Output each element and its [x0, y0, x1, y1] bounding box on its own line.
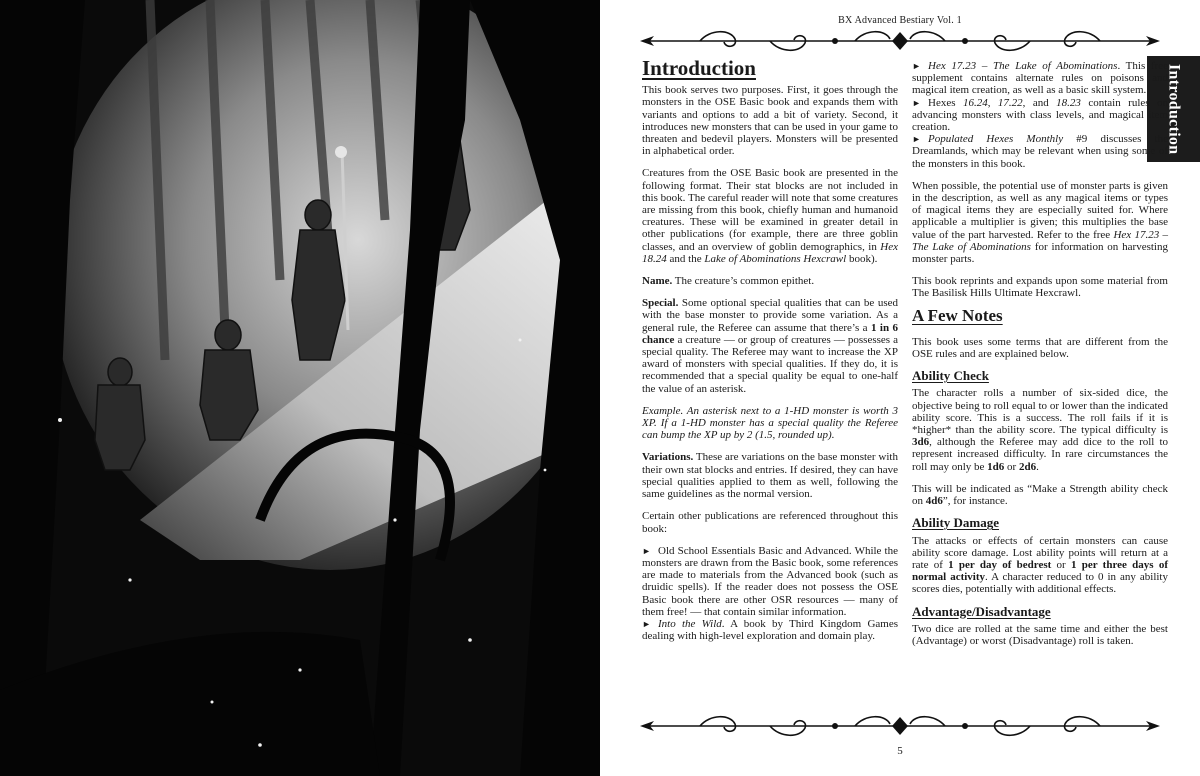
- reference-item-hex-17-23: ► Hex 17.23 – The Lake of Abominations. This free supplement contains alternate rules on poisons and magical item creation, as well as a basic skill system.: [912, 60, 1169, 97]
- ability-check-example: This will be indicated as “Make a Strength ability check on 4d6”, for instance.: [912, 482, 1168, 508]
- arrow-bullet-icon: ►: [642, 618, 651, 629]
- intro-paragraph: This book serves two purposes. First, it goes through the monsters in the OSE Basic book and expands them with variants and options to add a bit of variety. Second, it introduces new monsters that can be used in your game to threaten and bedevil players. Monsters will be presented in alphabetical order.: [642, 84, 898, 158]
- text-column-right: [912, 60, 1168, 647]
- reference-item-populated-hexes: ► Populated Hexes Monthly #9 discusses the Dreamlands, which may be relevant when using some of the monsters in this book.: [912, 133, 1168, 170]
- special-entry: Special. Some optional special qualities that can be used with the base monster to provide some variation. As a general rule, the Referee can assume that there’s a 1 in 6 chance a creature — or group of creatures — possesses a special quality. The Referee may want to increase the XP award of monsters with special qualities. If they do, it is recommended that a special quality be equal to one-half the value of an asterisk.: [642, 297, 898, 395]
- introduction-heading: Introduction: [642, 56, 756, 80]
- name-entry: Name. The creature’s common epithet.: [642, 275, 815, 288]
- text-column-left: [642, 56, 899, 643]
- a-few-notes-heading: A Few Notes: [912, 305, 1003, 325]
- running-head: BX Advanced Bestiary Vol. 1: [838, 15, 962, 26]
- reference-item-hexes: ► Hexes 16.24, 17.22, and 18.23 contain rules on advancing monsters with class levels, and magical item creation.: [912, 96, 1169, 134]
- arrow-bullet-icon: ►: [642, 545, 651, 556]
- reference-item-ose: ► Old School Essentials Basic and Advanced. While the monsters are drawn from the Basic book, some references are made to materials from the Advanced book (such as druidic spells). If the reader does not possess the OSE Basic book there are other OSR resources — many of them free! — that contain similar information.: [642, 544, 898, 618]
- book-page: [600, 0, 1200, 776]
- flourish-divider-bottom: [640, 712, 1160, 740]
- ability-damage-paragraph: The attacks or effects of certain monsters can cause ability score damage. Lost ability points will return at a rate of 1 per day of bedrest or 1 per three days of normal activity. A character reduced to 0 in any ability scores dies, potentially with additional effects.: [912, 534, 1168, 596]
- format-paragraph: Creatures from the OSE Basic book are presented in the following format. Their stat blocks are not included in this book. The careful reader will note that some creatures are missing from this book, chiefly human and humanoid creatures. These will be examined in greater detail in other publications (for example, there are three goblin classes, and an overview of goblin demographics, in Hex 18.24 and the Lake of Abominations Hexcrawl book).: [642, 167, 898, 265]
- advantage-heading: Advantage/Disadvantage: [912, 603, 1051, 619]
- example-paragraph: Example. An asterisk next to a 1-HD monster is worth 3 XP. If a 1-HD monster has a special quality the Referee can bump the XP up by 2 (1.5, rounded up).: [642, 404, 898, 442]
- ability-damage-heading: Ability Damage: [912, 515, 1000, 531]
- reference-item-into-the-wild: ► Into the Wild. A book by Third Kingdom Games dealing with high-level exploration and domain play.: [642, 617, 899, 643]
- ability-check-paragraph: The character rolls a number of six-sided dice, the objective being to roll equal to or lower than the indicated ability score. This is a success. The roll fails if it is *higher* than the ability score. The typical difficulty is 3d6, although the Referee may add dice to the roll to represent increased difficulty. In rare circumstances the roll may only be 1d6 or 2d6.: [912, 387, 1168, 473]
- variations-entry: Variations. These are variations on the base monster with their own stat blocks and entries. If desired, they can have special qualities applied to them as well, following the same guidelines as the normal version.: [642, 451, 898, 501]
- monster-parts-paragraph: When possible, the potential use of monster parts is given in the description, as well as any magical items or types of magical items they are especially suited for. Where applicable a multiplier is given; this multiplies the base value of the part harvested. Refer to the free Hex 17.23 – The Lake of Abominations for information on harvesting monster parts.: [912, 179, 1168, 266]
- page-number: 5: [897, 745, 903, 757]
- arrow-bullet-icon: ►: [912, 134, 921, 145]
- reprint-paragraph: This book reprints and expands upon some material from The Basilisk Hills Ultimate Hexcrawl.: [912, 275, 1168, 300]
- section-tab-label: Introduction: [1165, 63, 1183, 155]
- arrow-bullet-icon: ►: [912, 97, 921, 108]
- ability-check-heading: Ability Check: [912, 368, 989, 384]
- arrow-bullet-icon: ►: [912, 61, 921, 71]
- flourish-divider-top: [640, 27, 1160, 55]
- references-intro: Certain other publications are referenced throughout this book:: [642, 510, 898, 535]
- notes-intro: This book uses some terms that are different from the OSE rules and are explained below.: [912, 335, 1168, 361]
- advantage-paragraph: Two dice are rolled at the same time and either the best (Advantage) or worst (Disadvantage) roll is taken.: [912, 622, 1168, 647]
